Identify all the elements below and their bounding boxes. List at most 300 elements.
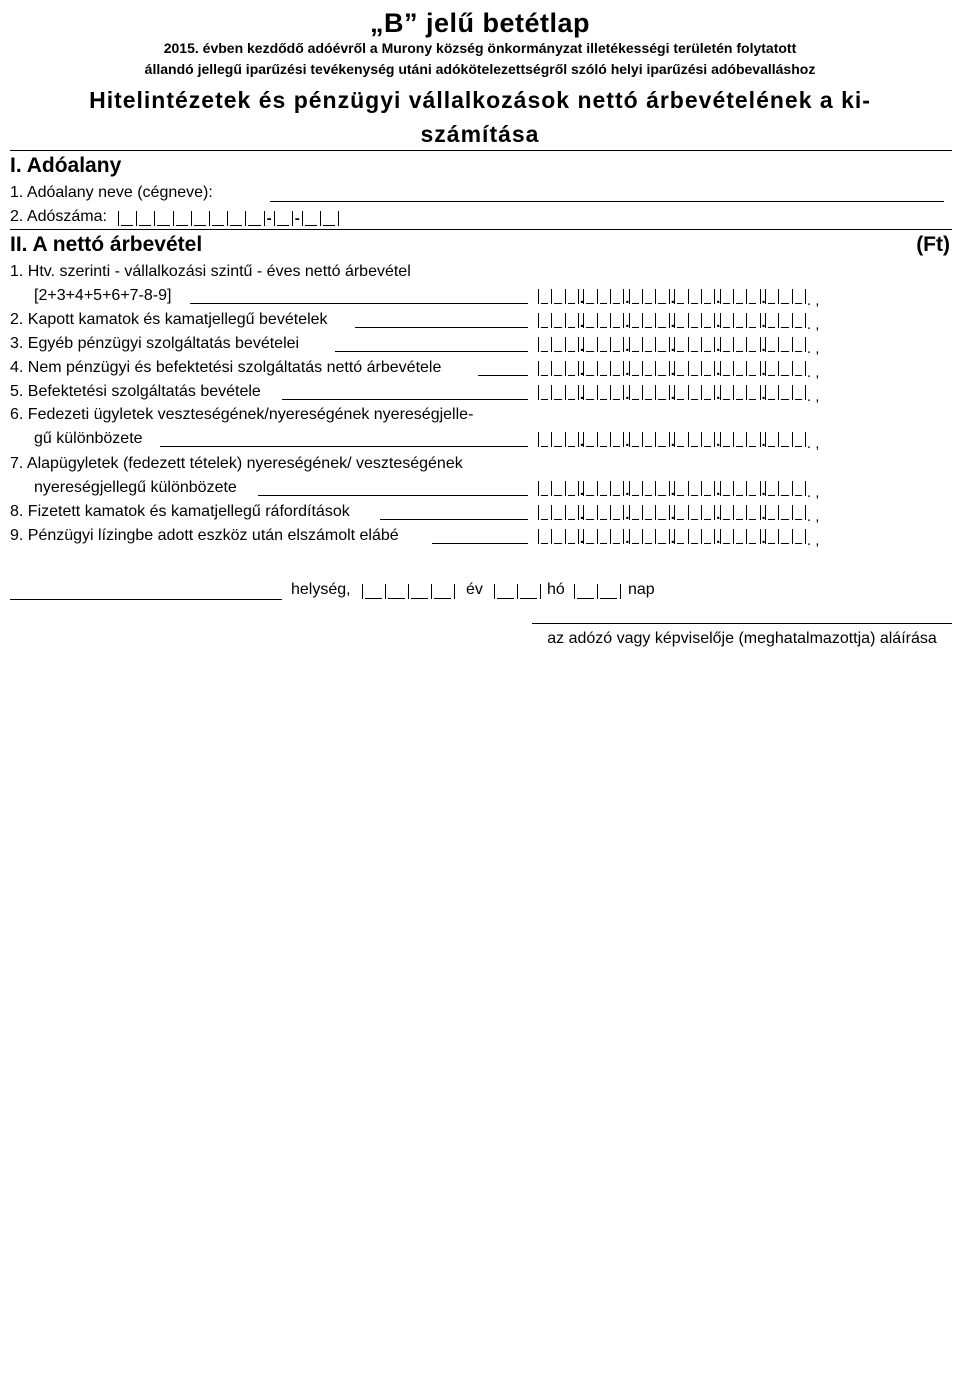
digit-tick — [597, 505, 598, 520]
digit-tick — [805, 481, 806, 496]
digit-underline — [723, 399, 730, 400]
row-7-amount-field[interactable] — [538, 480, 950, 501]
digit-underline — [768, 399, 775, 400]
decimal-separator: . , — [806, 435, 820, 452]
digit-underline — [632, 327, 639, 328]
digit-tick — [733, 505, 734, 520]
digit-underline — [568, 375, 575, 376]
box-tick — [191, 211, 192, 226]
thousands-separator: . — [670, 314, 675, 331]
digit-tick — [610, 337, 611, 352]
digit-tick — [669, 432, 670, 447]
digit-tick — [655, 481, 656, 496]
digit-tick — [720, 289, 721, 304]
taxpayer-name-field[interactable] — [270, 201, 944, 202]
digit-tick — [551, 337, 552, 352]
digit-underline — [658, 375, 665, 376]
form-subtitle-line-2: állandó jellegű iparűzési tevékenység utáni adókötelezettségről szóló helyi iparűzési adóbevalláshoz — [144, 61, 816, 77]
digit-tick — [538, 529, 539, 544]
place-field[interactable] — [10, 599, 282, 600]
digit-tick — [623, 432, 624, 447]
row-1-label-cont: [2+3+4+5+6+7-8-9] — [34, 287, 172, 304]
leader-line — [355, 327, 528, 328]
digit-tick — [623, 289, 624, 304]
thousands-separator: . — [761, 338, 766, 355]
thousands-separator: . — [670, 290, 675, 307]
digit-underline — [600, 375, 607, 376]
digit-tick — [760, 385, 761, 400]
digit-tick — [538, 289, 539, 304]
thousands-separator: . — [716, 338, 721, 355]
digit-underline — [781, 519, 788, 520]
digit-tick — [733, 337, 734, 352]
digit-tick — [655, 361, 656, 376]
digit-tick — [551, 481, 552, 496]
digit-tick — [792, 337, 793, 352]
digit-underline — [632, 495, 639, 496]
digit-tick — [760, 313, 761, 328]
digit-tick — [597, 481, 598, 496]
digit-underline — [613, 351, 620, 352]
digit-tick — [610, 481, 611, 496]
digit-underline — [658, 303, 665, 304]
digit-tick — [688, 337, 689, 352]
digit-tick — [610, 505, 611, 520]
digit-tick — [597, 361, 598, 376]
digit-underline — [795, 375, 802, 376]
day-field[interactable] — [574, 583, 624, 599]
digit-underline — [600, 519, 607, 520]
row-4-label: 4. Nem pénzügyi és befektetési szolgáltatás nettó árbevétele — [10, 359, 442, 376]
digit-underline — [749, 303, 756, 304]
digit-tick — [629, 481, 630, 496]
decimal-separator: . , — [806, 508, 820, 525]
digit-tick — [623, 481, 624, 496]
digit-tick — [674, 529, 675, 544]
digit-underline — [691, 375, 698, 376]
digit-tick — [623, 529, 624, 544]
digit-tick — [629, 529, 630, 544]
digit-underline — [691, 303, 698, 304]
box-tick — [385, 584, 386, 599]
box-tick — [118, 211, 119, 226]
digit-underline — [781, 495, 788, 496]
thousands-separator: . — [579, 530, 585, 547]
digit-tick — [669, 337, 670, 352]
section-title-taxpayer: I. Adóalany — [10, 154, 122, 177]
digit-tick — [674, 385, 675, 400]
box-underline — [121, 225, 133, 226]
digit-underline — [613, 303, 620, 304]
digit-underline — [768, 519, 775, 520]
digit-tick — [714, 529, 715, 544]
form-subtitle-line-1: 2015. évben kezdődő adóévről a Murony község önkormányzat illetékességi területén folytatott — [163, 40, 797, 56]
thousands-separator: . — [579, 506, 585, 523]
digit-underline — [704, 446, 711, 447]
digit-tick — [623, 337, 624, 352]
digit-underline — [677, 495, 684, 496]
digit-underline — [736, 519, 743, 520]
digit-underline — [691, 446, 698, 447]
thousands-separator: . — [761, 530, 766, 547]
thousands-separator: . — [625, 433, 630, 450]
digit-underline — [677, 351, 684, 352]
digit-tick — [701, 481, 702, 496]
digit-underline — [723, 495, 730, 496]
box-underline — [520, 598, 537, 599]
digit-underline — [554, 519, 561, 520]
digit-tick — [597, 337, 598, 352]
row-6-amount-field[interactable] — [538, 431, 950, 452]
digit-tick — [746, 289, 747, 304]
thousands-separator: . — [670, 530, 675, 547]
digit-underline — [568, 495, 575, 496]
digit-underline — [541, 495, 548, 496]
leader-line — [478, 375, 528, 376]
digit-underline — [541, 543, 548, 544]
digit-tick — [674, 313, 675, 328]
section-title-net-revenue: II. A nettó árbevétel — [10, 233, 203, 256]
digit-tick — [701, 361, 702, 376]
digit-underline — [781, 303, 788, 304]
digit-tick — [688, 361, 689, 376]
month-field[interactable] — [494, 583, 544, 599]
box-tick — [154, 211, 155, 226]
thousands-separator: . — [716, 314, 721, 331]
digit-tick — [669, 289, 670, 304]
signature-field[interactable] — [532, 623, 952, 624]
box-tick — [264, 211, 265, 226]
digit-tick — [688, 313, 689, 328]
digit-tick — [760, 481, 761, 496]
digit-tick — [655, 289, 656, 304]
box-tick — [136, 211, 137, 226]
digit-underline — [781, 327, 788, 328]
box-underline — [365, 598, 382, 599]
digit-tick — [714, 505, 715, 520]
leader-line — [190, 303, 528, 304]
digit-underline — [645, 519, 652, 520]
digit-underline — [632, 519, 639, 520]
digit-tick — [578, 481, 579, 496]
digit-underline — [736, 327, 743, 328]
digit-underline — [723, 303, 730, 304]
digit-tick — [805, 432, 806, 447]
digit-underline — [795, 519, 802, 520]
digit-tick — [733, 361, 734, 376]
digit-underline — [613, 399, 620, 400]
digit-tick — [538, 385, 539, 400]
box-tick — [274, 211, 275, 226]
digit-tick — [805, 337, 806, 352]
digit-underline — [768, 303, 775, 304]
digit-tick — [720, 385, 721, 400]
thousands-separator: . — [670, 338, 675, 355]
digit-tick — [642, 385, 643, 400]
digit-tick — [674, 432, 675, 447]
row-5-amount-field[interactable] — [538, 384, 950, 405]
digit-tick — [578, 505, 579, 520]
digit-tick — [765, 289, 766, 304]
thousands-separator: . — [761, 314, 766, 331]
digit-tick — [746, 361, 747, 376]
digit-underline — [749, 495, 756, 496]
digit-underline — [554, 446, 561, 447]
digit-tick — [720, 313, 721, 328]
digit-tick — [688, 432, 689, 447]
digit-underline — [691, 519, 698, 520]
row-8-label: 8. Fizetett kamatok és kamatjellegű ráfordítások — [10, 503, 350, 520]
digit-underline — [632, 303, 639, 304]
digit-underline — [613, 327, 620, 328]
digit-tick — [551, 505, 552, 520]
digit-tick — [792, 529, 793, 544]
digit-tick — [669, 313, 670, 328]
form-heading-line-1: Hitelintézetek és pénzügyi vállalkozások nettó árbevételének a ki- — [89, 87, 871, 113]
digit-tick — [746, 385, 747, 400]
leader-line — [380, 519, 528, 520]
row-8-amount-field[interactable] — [538, 504, 950, 525]
digit-underline — [554, 375, 561, 376]
digit-underline — [658, 495, 665, 496]
place-label: helység, — [291, 581, 351, 598]
digit-tick — [597, 432, 598, 447]
digit-underline — [677, 303, 684, 304]
digit-tick — [669, 361, 670, 376]
digit-tick — [701, 313, 702, 328]
digit-underline — [541, 375, 548, 376]
digit-underline — [586, 375, 593, 376]
digit-underline — [600, 543, 607, 544]
digit-tick — [578, 337, 579, 352]
signature-label: az adózó vagy képviselője (meghatalmazottja) aláírása — [547, 630, 937, 647]
thousands-separator: . — [625, 530, 630, 547]
digit-tick — [565, 505, 566, 520]
digit-underline — [568, 327, 575, 328]
box-tick — [620, 584, 621, 599]
digit-underline — [736, 375, 743, 376]
digit-tick — [583, 432, 584, 447]
box-tick — [227, 211, 228, 226]
digit-underline — [768, 375, 775, 376]
thousands-separator: . — [761, 506, 766, 523]
thousands-separator: . — [716, 482, 721, 499]
box-underline — [230, 225, 242, 226]
digit-underline — [768, 495, 775, 496]
box-tick — [338, 211, 339, 226]
leader-line — [335, 351, 528, 352]
digit-tick — [714, 289, 715, 304]
digit-underline — [541, 303, 548, 304]
digit-tick — [733, 289, 734, 304]
digit-tick — [642, 337, 643, 352]
thousands-separator: . — [716, 290, 721, 307]
row-3-label: 3. Egyéb pénzügyi szolgáltatás bevételei — [10, 335, 300, 352]
digit-tick — [597, 313, 598, 328]
row-9-amount-field[interactable] — [538, 528, 950, 549]
decimal-separator: . , — [806, 364, 820, 381]
tax-number-field[interactable] — [118, 210, 418, 226]
row-3-amount-field[interactable] — [538, 336, 950, 357]
digit-tick — [623, 505, 624, 520]
digit-underline — [568, 446, 575, 447]
digit-tick — [565, 313, 566, 328]
year-field[interactable] — [362, 583, 462, 599]
digit-underline — [600, 327, 607, 328]
digit-underline — [704, 303, 711, 304]
digit-tick — [623, 313, 624, 328]
digit-tick — [669, 529, 670, 544]
digit-tick — [778, 505, 779, 520]
digit-tick — [642, 481, 643, 496]
digit-tick — [765, 481, 766, 496]
box-underline — [305, 225, 317, 226]
box-underline — [577, 598, 594, 599]
digit-tick — [688, 505, 689, 520]
row-4-amount-field[interactable] — [538, 360, 950, 381]
digit-underline — [749, 375, 756, 376]
decimal-separator: . , — [806, 388, 820, 405]
divider — [10, 150, 952, 151]
digit-tick — [778, 432, 779, 447]
digit-tick — [642, 361, 643, 376]
digit-underline — [781, 351, 788, 352]
digit-tick — [655, 505, 656, 520]
box-tick — [540, 584, 541, 599]
digit-tick — [655, 313, 656, 328]
digit-underline — [723, 351, 730, 352]
digit-underline — [704, 351, 711, 352]
box-tick — [173, 211, 174, 226]
digit-tick — [778, 385, 779, 400]
box-underline — [194, 225, 206, 226]
digit-underline — [677, 327, 684, 328]
thousands-separator: . — [625, 386, 630, 403]
digit-tick — [551, 529, 552, 544]
form-heading-line-2: számítása — [420, 121, 540, 147]
digit-underline — [554, 495, 561, 496]
digit-underline — [600, 303, 607, 304]
digit-tick — [760, 529, 761, 544]
digit-underline — [691, 351, 698, 352]
box-tick — [209, 211, 210, 226]
decimal-separator: . , — [806, 484, 820, 501]
thousands-separator: . — [625, 362, 630, 379]
digit-tick — [669, 481, 670, 496]
digit-underline — [691, 543, 698, 544]
digit-tick — [551, 432, 552, 447]
row-9-label: 9. Pénzügyi lízingbe adott eszköz után elszámolt elábé — [10, 527, 399, 544]
digit-tick — [538, 313, 539, 328]
row-1-amount-field[interactable] — [538, 288, 950, 309]
digit-underline — [600, 399, 607, 400]
row-2-amount-field[interactable] — [538, 312, 950, 333]
thousands-separator: . — [716, 386, 721, 403]
digit-tick — [565, 337, 566, 352]
digit-tick — [538, 337, 539, 352]
digit-tick — [578, 313, 579, 328]
digit-tick — [623, 385, 624, 400]
box-underline — [434, 598, 451, 599]
digit-tick — [597, 529, 598, 544]
digit-underline — [645, 327, 652, 328]
digit-tick — [610, 361, 611, 376]
box-underline — [388, 598, 405, 599]
digit-underline — [632, 446, 639, 447]
digit-underline — [795, 399, 802, 400]
box-underline — [600, 598, 617, 599]
box-tick — [320, 211, 321, 226]
digit-tick — [805, 385, 806, 400]
box-tick — [517, 584, 518, 599]
month-label: hó — [547, 581, 565, 598]
thousands-separator: . — [716, 362, 721, 379]
box-underline — [248, 225, 260, 226]
taxpayer-name-label: 1. Adóalany neve (cégneve): — [10, 184, 213, 201]
digit-tick — [551, 385, 552, 400]
digit-underline — [613, 519, 620, 520]
digit-underline — [795, 327, 802, 328]
digit-tick — [565, 481, 566, 496]
digit-tick — [610, 313, 611, 328]
row-6-label-cont: gű különbözete — [34, 430, 143, 447]
tax-number-label: 2. Adószáma: — [10, 208, 107, 225]
digit-tick — [778, 289, 779, 304]
digit-tick — [578, 361, 579, 376]
digit-underline — [658, 519, 665, 520]
box-underline — [411, 598, 428, 599]
digit-tick — [578, 289, 579, 304]
digit-underline — [704, 375, 711, 376]
digit-tick — [746, 432, 747, 447]
digit-underline — [554, 543, 561, 544]
digit-tick — [701, 529, 702, 544]
digit-underline — [723, 446, 730, 447]
thousands-separator: . — [625, 314, 630, 331]
digit-tick — [551, 361, 552, 376]
digit-underline — [795, 543, 802, 544]
digit-tick — [792, 385, 793, 400]
decimal-separator: . , — [806, 340, 820, 357]
thousands-separator: . — [670, 362, 675, 379]
digit-underline — [554, 399, 561, 400]
digit-underline — [723, 543, 730, 544]
digit-tick — [551, 313, 552, 328]
digit-underline — [736, 303, 743, 304]
digit-tick — [629, 361, 630, 376]
digit-underline — [677, 519, 684, 520]
digit-tick — [792, 432, 793, 447]
digit-tick — [655, 337, 656, 352]
digit-underline — [677, 399, 684, 400]
digit-tick — [538, 481, 539, 496]
digit-underline — [568, 303, 575, 304]
leader-line — [160, 446, 528, 447]
form-title: „B” jelű betétlap — [369, 8, 591, 38]
digit-tick — [720, 337, 721, 352]
thousands-separator: . — [579, 314, 585, 331]
digit-underline — [554, 351, 561, 352]
digit-underline — [645, 375, 652, 376]
decimal-separator: . , — [806, 316, 820, 333]
digit-tick — [733, 385, 734, 400]
digit-tick — [688, 481, 689, 496]
digit-tick — [583, 481, 584, 496]
digit-tick — [583, 505, 584, 520]
row-2-label: 2. Kapott kamatok és kamatjellegű bevételek — [10, 311, 328, 328]
box-tick — [597, 584, 598, 599]
digit-underline — [677, 543, 684, 544]
